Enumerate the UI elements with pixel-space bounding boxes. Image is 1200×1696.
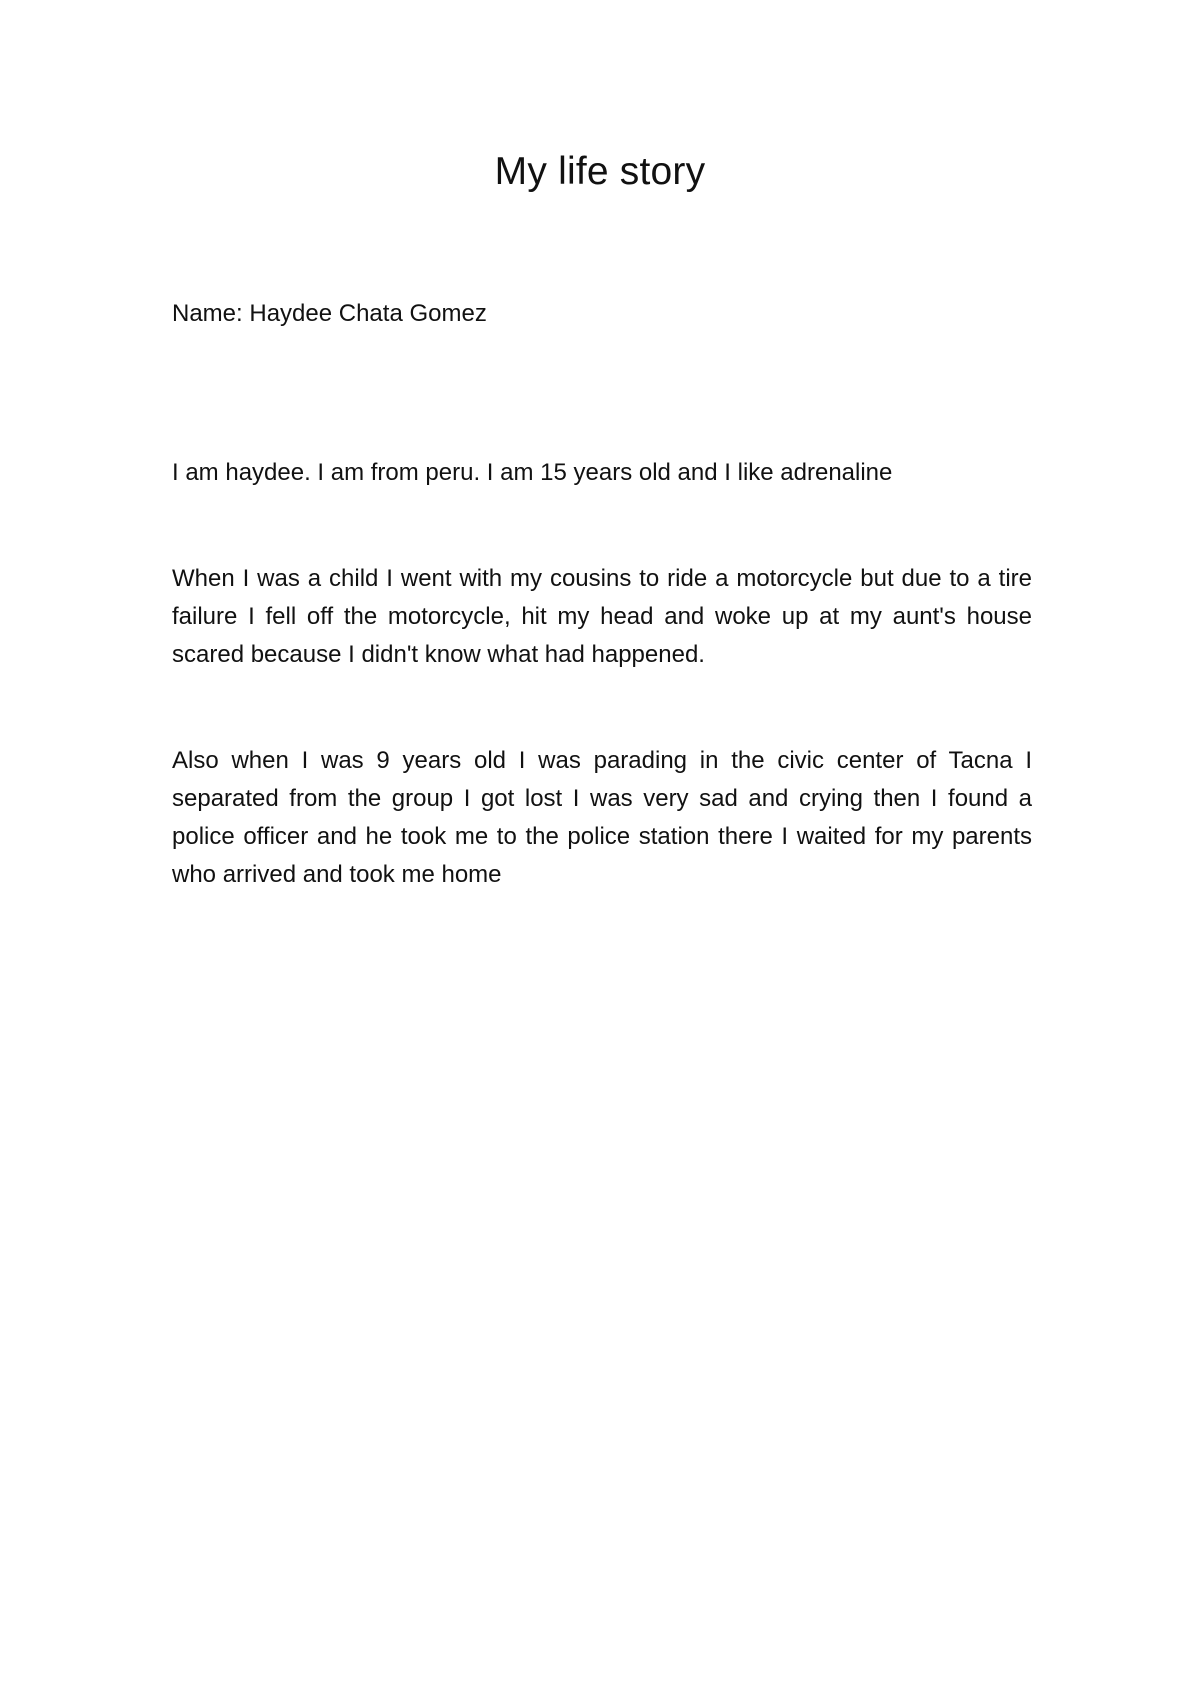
paragraph-lost-story: Also when I was 9 years old I was parading in the civic center of Tacna I separated from the group I got lost I was very sad and crying then I found a police officer and he took me to the police station there I waited for my parents who arrived and took me home [172,747,1032,888]
author-name-line: Name: Haydee Chata Gomez [172,300,487,327]
paragraph-intro: I am haydee. I am from peru. I am 15 years old and I like adrenaline [172,459,893,486]
paragraph-motorcycle-story: When I was a child I went with my cousins to ride a motorcycle but due to a tire failure I fell off the motorcycle, hit my head and woke up at my aunt's house scared because I didn't know what had happened. [172,565,1032,668]
document-title: My life story [494,150,706,193]
